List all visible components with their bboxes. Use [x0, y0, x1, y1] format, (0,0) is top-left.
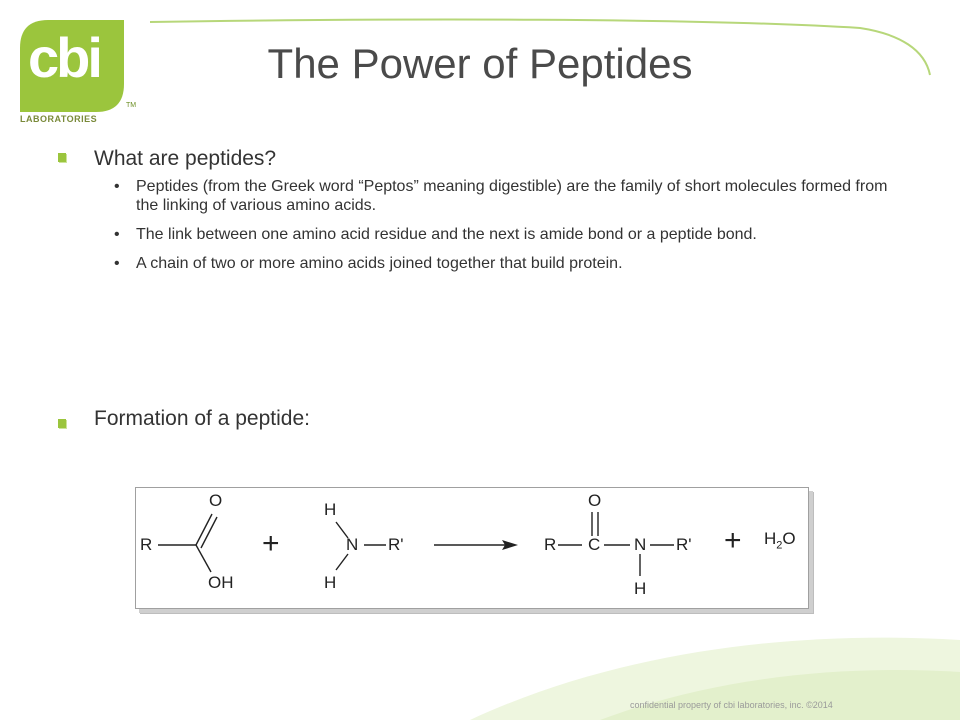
bullet-dot-icon: • [114, 178, 120, 195]
acid-r-label: R [140, 535, 153, 554]
logo-text: cbi [28, 26, 100, 89]
product-n-label: N [634, 535, 647, 554]
amine-h-top-label: H [324, 500, 337, 519]
product-h-label: H [634, 579, 647, 598]
bullet-square-icon [58, 419, 66, 428]
product-r-label: R [544, 535, 557, 554]
bullet-dot-icon: • [114, 226, 120, 243]
sub-bullet-item [114, 254, 914, 273]
bullet-square-icon [58, 153, 66, 162]
acid-single-bond [196, 545, 211, 572]
slide-title: The Power of Peptides [267, 40, 693, 87]
acid-oh-label: OH [208, 573, 234, 592]
footer-confidential: confidential property of cbi laboratories, inc. ©2014 [630, 700, 833, 710]
amine-n-label: N [346, 535, 359, 554]
plus-sign-1: + [262, 527, 280, 560]
water-o: O [782, 529, 796, 548]
bullet-dot-icon: • [114, 255, 120, 272]
product-o-label: O [588, 491, 602, 510]
sub-bullet-list [114, 177, 914, 283]
product-c-label: C [588, 535, 601, 554]
product-r-prime-label: R' [676, 535, 692, 554]
sub-bullet-text: Peptides (from the Greek word “Peptos” meaning digestible) are the family of short molecules formed from the linking of various amino acids. [136, 178, 888, 214]
acid-double-bond-a [196, 514, 212, 545]
sub-bullet-text: A chain of two or more amino acids joined together that build protein. [136, 255, 623, 272]
bullet-what-are-peptides: What are peptides? [94, 147, 277, 170]
acid-o-label: O [209, 491, 223, 510]
water-formula [764, 530, 796, 554]
peptide-reaction-diagram [135, 487, 809, 609]
logo-subtitle: LABORATORIES [20, 114, 98, 124]
acid-double-bond-b [201, 517, 217, 548]
reaction-bonds [136, 488, 808, 608]
bullet-formation-of-peptide: Formation of a peptide: [94, 407, 310, 430]
logo-trademark: TM [126, 102, 137, 109]
plus-sign-2: + [724, 524, 742, 557]
amine-r-prime-label: R' [388, 535, 404, 554]
amine-h-bottom-label: H [324, 573, 337, 592]
water-h: H [764, 529, 777, 548]
amine-h-bottom-bond [336, 554, 348, 570]
sub-bullet-item [114, 225, 914, 244]
sub-bullet-text: The link between one amino acid residue and the next is amide bond or a peptide bond. [136, 226, 757, 243]
water-subscript: 2 [776, 539, 783, 552]
sub-bullet-item [114, 177, 914, 215]
cbi-logo [20, 20, 138, 130]
